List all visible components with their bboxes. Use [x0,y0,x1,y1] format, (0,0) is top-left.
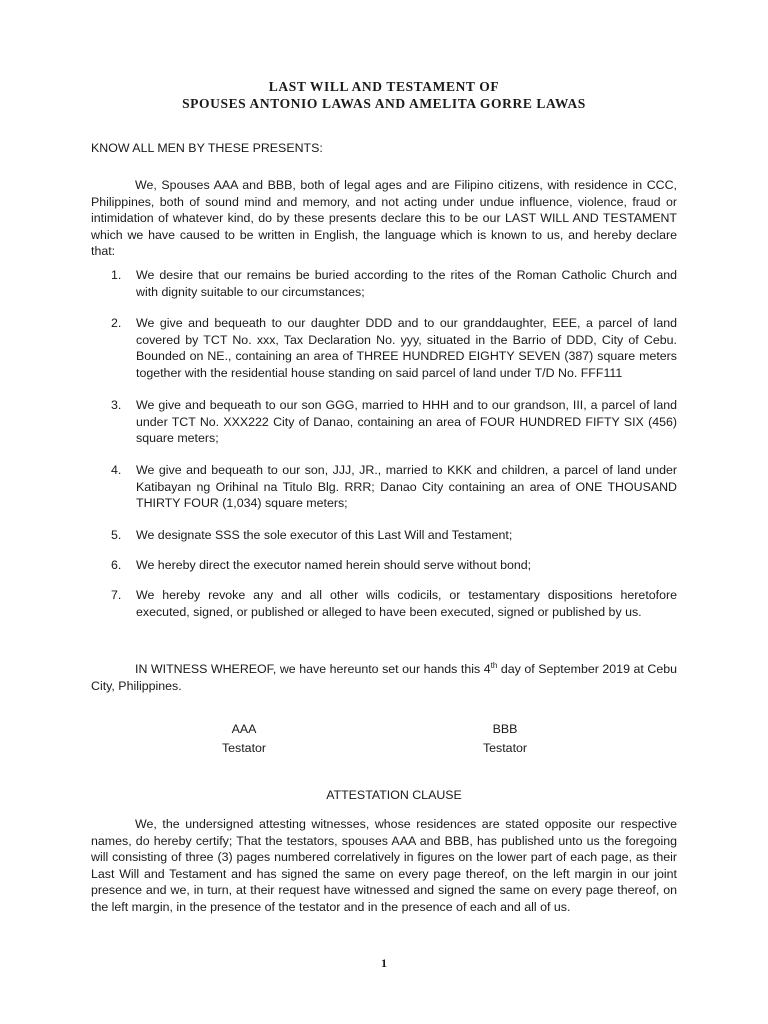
list-item-number: 4. [111,463,122,477]
signature-block-bbb [475,720,535,758]
list-item [111,527,677,544]
list-item-number: 1. [111,268,122,282]
signatory-role: Testator [482,741,528,755]
witness-text-after: day of September 2019 at Cebu City, Philippines. [91,662,677,693]
list-item-text: We designate SSS the sole executor of this Last Will and Testament; [136,528,513,542]
document-title-line-2: SPOUSES ANTONIO LAWAS AND AMELITA GORRE LAWAS [182,96,586,111]
intro-paragraph: We, Spouses AAA and BBB, both of legal ages and are Filipino citizens, with residence in CCC, Philippines, both of sound mind and memory, and not acting under undue influence, violence, fraud or intimidation of whatever kind, do by these presents declare this to be our LAST WILL AND TESTAMENT which we have caused to be written in English, the language which is known to us, and hereby declare that: [91,178,677,259]
witness-date-suffix: th [490,660,498,670]
list-item-number: 6. [111,558,122,572]
list-item [111,557,677,574]
witness-text-before: IN WITNESS WHEREOF, we have hereunto set our hands this 4 [135,662,491,676]
list-item [111,315,677,381]
document-title-line-1: LAST WILL AND TESTAMENT OF [268,79,500,94]
list-item-text: We give and bequeath to our son, JJJ, JR., married to KKK and children, a parcel of land under Katibayan ng Orihinal na Titulo Blg. RRR; Danao City containing an area of ONE THOUSAND THIRTY FOUR (1,034) square meters; [136,463,677,511]
list-item-text: We hereby direct the executor named herein should serve without bond; [136,558,532,572]
signatory-name: AAA [231,722,257,736]
page-number: 1 [381,956,387,970]
list-item-text: We give and bequeath to our daughter DDD and to our granddaughter, EEE, a parcel of land covered by TCT No. xxx, Tax Declaration No. yyy, situated in the Barrio of DDD, City of Cebu. Bounded on NE., containing an area of THREE HUNDRED EIGHTY SEVEN (387) square meters together with the residential house standing on said parcel of land under T/D No. FFF111 [136,316,677,380]
list-item-text: We give and bequeath to our son GGG, married to HHH and to our grandson, III, a parcel of land under TCT No. XXX222 City of Danao, containing an area of FOUR HUNDRED FIFTY SIX (456) square meters; [136,398,677,446]
list-item-number: 5. [111,528,122,542]
list-item-number: 7. [111,588,122,602]
attestation-paragraph: We, the undersigned attesting witnesses, whose residences are stated opposite our respective names, do hereby certify; That the testators, spouses AAA and BBB, has published unto us the foregoing will consisting of three (3) pages numbered correlatively in figures on the lower part of each page, as their Last Will and Testament and has signed the same on every page thereof, on the left margin in our joint presence and we, in turn, at their request have witnessed and signed the same on every page thereof, on the left margin, in the presence of the testator and in the presence of each and all of us. [91,817,677,914]
attestation-clause-heading: ATTESTATION CLAUSE [326,788,462,802]
list-item [111,397,677,447]
signatory-role: Testator [221,741,267,755]
list-item [111,267,677,300]
witness-paragraph [91,661,677,694]
salutation: KNOW ALL MEN BY THESE PRESENTS: [91,141,323,155]
list-item [111,462,677,512]
list-item [111,587,677,620]
list-item-text: We hereby revoke any and all other wills codicils, or testamentary dispositions heretofore executed, signed, or published or alleged to have been executed, signed or published by us. [136,588,677,619]
list-item-number: 3. [111,398,122,412]
signatory-name: BBB [492,722,518,736]
list-item-text: We desire that our remains be buried according to the rites of the Roman Catholic Church and with dignity suitable to our circumstances; [136,268,677,299]
signature-block-aaa [214,720,274,758]
list-item-number: 2. [111,316,122,330]
